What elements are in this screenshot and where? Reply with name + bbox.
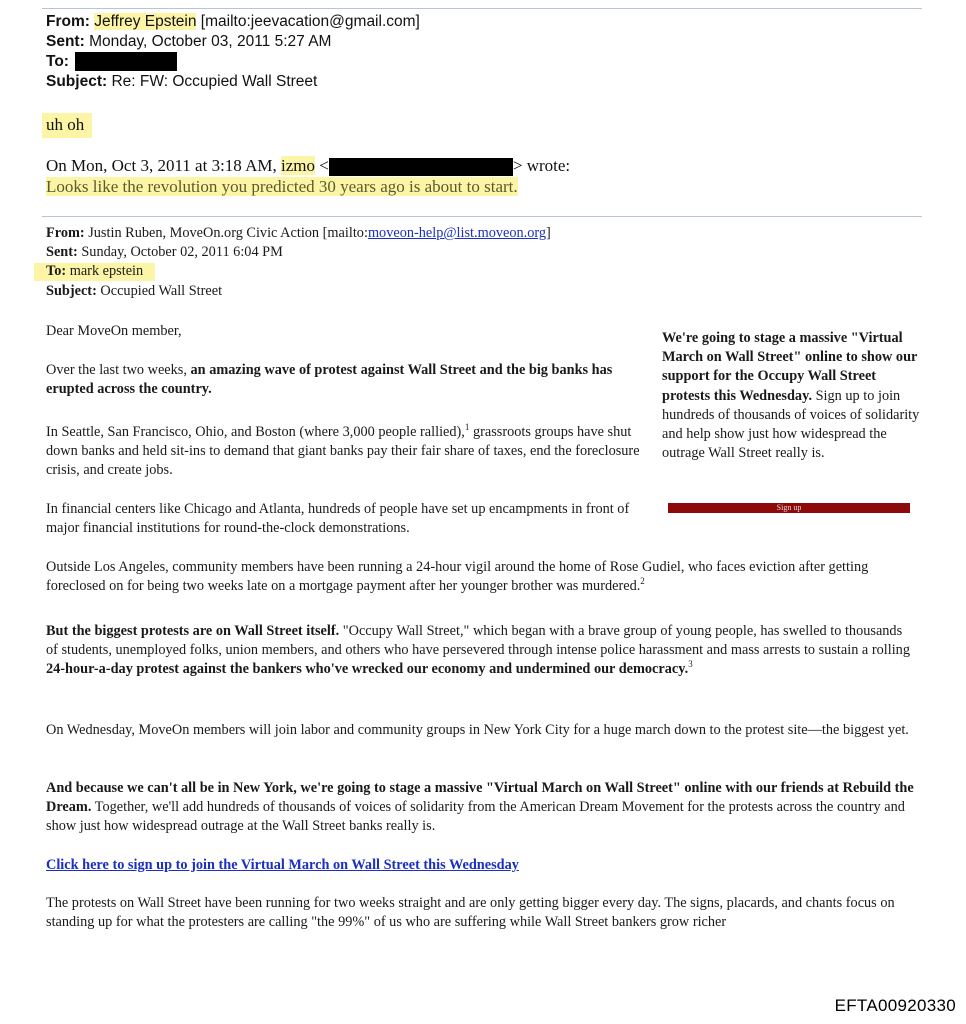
top-divider xyxy=(42,8,922,9)
sent-label: Sent: xyxy=(46,33,85,50)
quote-gt: > wrote: xyxy=(512,156,571,175)
reply-text xyxy=(42,114,92,136)
paragraph-6: On Wednesday, MoveOn members will join labor and community groups in New York City for a huge march down to the protest site—the biggest yet. xyxy=(46,722,909,738)
greeting: Dear MoveOn member, xyxy=(46,323,182,339)
paragraph-7 xyxy=(46,779,924,837)
p7-text: Together, we'll add hundreds of thousands of voices of solidarity from the American Dream Movement for the protests across the country and show just how widespread outrage at the Wall Street banks really is. xyxy=(46,799,905,835)
inner-sent-line xyxy=(46,243,283,262)
paragraph-4 xyxy=(46,558,916,596)
paragraph-1 xyxy=(46,361,626,399)
footnote-ref: 1 xyxy=(464,422,470,433)
inner-from-label: From: xyxy=(46,225,85,241)
quoted-text: Looks like the revolution you predicted 30 years ago is about to start. xyxy=(46,177,518,196)
inner-subject-label: Subject: xyxy=(46,283,97,299)
outer-to-line xyxy=(46,52,177,72)
subject-value: Re: FW: Occupied Wall Street xyxy=(111,73,318,90)
quoted-line xyxy=(46,176,518,198)
quote-intro-before: On Mon, Oct 3, 2011 at 3:18 AM, xyxy=(46,156,277,175)
p5-text: "Occupy Wall Street," which began with a brave group of young people, has swelled to thousands of students, unemployed folks, union members, and others who have persevered through intense police harassment and mass arrests to sustain a rolling xyxy=(46,623,910,659)
signup-label: Sign up xyxy=(776,503,802,512)
to-label: To: xyxy=(46,53,69,70)
p2-text-2: grassroots groups have shut down banks and held sit-ins to demand that giant banks pay their fair share of taxes, end the foreclosure crisis, and create jobs. xyxy=(46,424,640,479)
quote-name: izmo xyxy=(281,156,316,175)
paragraph-8: The protests on Wall Street have been running for two weeks straight and are only getting bigger every day. The signs, placards, and chants focus on standing up for what the protesters are calling "the 99%" of us who are suffering while Wall Street bankers grow richer xyxy=(46,895,895,931)
inner-to-label: To: xyxy=(46,263,67,279)
sent-value: Monday, October 03, 2011 5:27 AM xyxy=(89,33,332,50)
outer-from-line xyxy=(46,12,420,32)
quote-divider xyxy=(42,216,922,217)
outer-sent-line xyxy=(46,32,331,52)
p2-text: In Seattle, San Francisco, Ohio, and Boston (where 3,000 people rallied), xyxy=(46,424,465,440)
p5-bold: 24-hour-a-day protest against the bankers who've wrecked our economy and undermined our democracy. xyxy=(46,661,689,678)
outer-subject-line xyxy=(46,72,317,92)
sidebar-callout xyxy=(662,329,924,463)
redaction-bar xyxy=(75,52,177,71)
quote-intro xyxy=(46,155,570,177)
footnote-ref: 2 xyxy=(640,576,645,587)
inner-subject-value: Occupied Wall Street xyxy=(100,283,223,299)
inner-sent-label: Sent: xyxy=(46,244,78,260)
footnote-ref: 3 xyxy=(688,659,693,670)
inner-to-highlight xyxy=(34,263,155,281)
p5-bold-lead: But the biggest protests are on Wall Street itself. xyxy=(46,623,340,639)
inner-from-close: ] xyxy=(546,225,551,241)
p1-bold: an amazing wave of protest against Wall Street and the big banks has erupted across the country. xyxy=(46,362,613,398)
redaction-bar xyxy=(329,158,513,176)
p1-text: Over the last two weeks, xyxy=(46,362,187,378)
inner-sent-value: Sunday, October 02, 2011 6:04 PM xyxy=(81,244,283,260)
paragraph-2 xyxy=(46,423,646,481)
sidebar-bold: We're going to stage a massive "Virtual March on Wall Street" online to show our support for the Occupy Wall Street protests this Wednesday. xyxy=(662,330,918,404)
p7-bold: And because we can't all be in New York, we're going to stage a massive "Virtual March on Wall Street" online with our friends at Rebuild the Dream. xyxy=(46,780,914,816)
inner-to-value: mark epstein xyxy=(69,263,144,279)
paragraph-3: In financial centers like Chicago and Atlanta, hundreds of people have set up encampments in front of major financial institutions for round-the-clock demonstrations. xyxy=(46,501,630,537)
cta-line xyxy=(46,856,519,875)
quote-lt: < xyxy=(319,156,329,175)
sidebar-text: Sign up to join hundreds of thousands of voices of solidarity and help show just how widespread the outrage Wall Street really is. xyxy=(662,387,920,462)
reply-highlight: uh oh xyxy=(42,113,92,138)
inner-to-line xyxy=(34,262,155,281)
from-email: [mailto:jeevacation@gmail.com] xyxy=(200,13,420,30)
signup-button[interactable] xyxy=(668,503,910,513)
inner-from-email-link[interactable]: moveon-help@list.moveon.org xyxy=(367,225,547,241)
from-name: Jeffrey Epstein xyxy=(94,13,197,30)
inner-subject-line xyxy=(46,282,222,301)
document-id: EFTA00920330 xyxy=(834,996,956,1015)
subject-label: Subject: xyxy=(46,73,108,90)
inner-from-value: Justin Ruben, MoveOn.org Civic Action [mailto: xyxy=(88,225,368,241)
inner-from-line xyxy=(46,224,551,243)
p4-text: Outside Los Angeles, community members have been running a 24-hour vigil around the home of Rose Gudiel, who faces eviction after getting foreclosed on for being two weeks late on a mortgage payment after her younger brother was murdered. xyxy=(46,559,869,595)
paragraph-5 xyxy=(46,622,916,680)
virtual-march-link[interactable]: Click here to sign up to join the Virtual March on Wall Street this Wednesday xyxy=(46,857,519,873)
from-label: From: xyxy=(46,13,90,30)
